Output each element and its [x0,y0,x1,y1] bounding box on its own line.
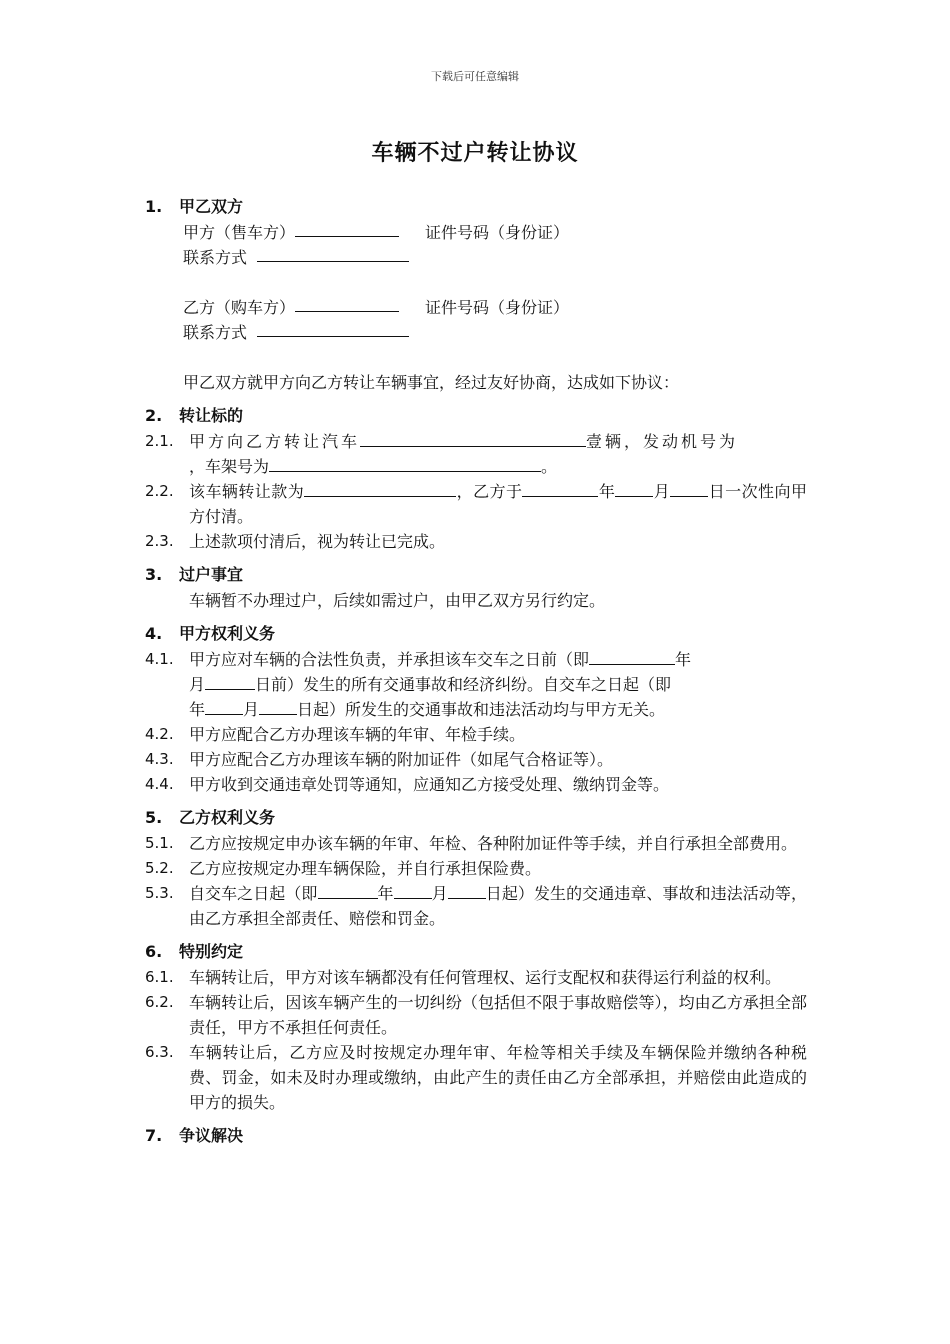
section-number: 5. [145,808,163,827]
section-title: 争议解决 [179,1126,244,1145]
price-blank[interactable] [304,480,456,497]
document-title: 车辆不过户转让协议 [371,141,579,166]
clause-number: 4.2. [145,725,174,743]
start-day-blank[interactable] [259,698,297,715]
clause-number: 5.3. [145,884,174,902]
party-b-label: 乙方（购车方） [183,298,296,317]
section-heading-1 [145,194,807,220]
party-a-contact-blank[interactable] [257,245,409,262]
clause-number: 5.1. [145,834,174,852]
frame-number-blank[interactable] [269,455,541,472]
party-b-contact-blank[interactable] [257,320,409,337]
handover-day-blank[interactable] [205,673,255,690]
section-number: 4. [145,624,163,643]
section-heading-6 [145,939,807,965]
clause-number: 4.4. [145,775,174,793]
start-month-blank[interactable] [205,698,243,715]
party-a-name-blank[interactable] [295,220,399,237]
b-start-month-blank[interactable] [394,882,432,899]
clause-6-3: 6.3. 车辆转让后，乙方应及时按规定办理年审、年检等相关手续及车辆保险并缴纳各种税费、罚金，如未及时办理或缴纳，由此产生的责任由乙方全部承担，并赔偿由此造成的甲方的损失。 [145,1040,807,1115]
clause-number: 4.1. [145,650,174,668]
clause-number: 6.2. [145,993,174,1011]
party-a-block [145,220,807,270]
section-title: 过户事宜 [179,565,244,584]
handover-year-blank[interactable] [589,648,675,665]
clause-5-3: 5.3. 自交车之日起（即 年 月 日起）发生的交通违章、事故和违法活动等，由乙方承担全部责任、赔偿和罚金。 [145,881,807,931]
section-number: 2. [145,406,163,425]
clause-number: 2.3. [145,532,174,550]
section-title: 乙方权利义务 [179,808,276,827]
section-title: 特别约定 [179,942,244,961]
clause-number: 2.1. [145,432,174,450]
clause-number: 5.2. [145,859,174,877]
clause-2-1: 2.1. 甲方向乙方转让汽车 壹辆，发动机号为 ，车架号为 。 [145,429,807,479]
party-b-id-label: 证件号码（身份证） [425,298,570,317]
party-a-label: 甲方（售车方） [183,223,296,242]
party-b-contact-label: 联系方式 [183,323,248,342]
b-start-year-blank[interactable] [318,882,378,899]
year-blank[interactable] [522,480,598,497]
document-body [145,186,807,1149]
car-model-blank[interactable] [360,430,586,447]
section-number: 1. [145,197,163,216]
intro-paragraph: 甲乙双方就甲方向乙方转让车辆事宜，经过友好协商，达成如下协议： [183,373,680,392]
clause-5-2: 5.2. 乙方应按规定办理车辆保险，并自行承担保险费。 [145,856,807,881]
clause-6-2: 6.2. 车辆转让后，因该车辆产生的一切纠纷（包括但不限于事故赔偿等），均由乙方承担全部责任，甲方不承担任何责任。 [145,990,807,1040]
clause-number: 2.2. [145,482,174,500]
clause-number: 4.3. [145,750,174,768]
header-note: 下载后可任意编辑 [431,70,519,83]
party-a-contact-label: 联系方式 [183,248,248,267]
clause-5-1: 5.1. 乙方应按规定申办该车辆的年审、年检、各种附加证件等手续，并自行承担全部费用。 [145,831,807,856]
party-b-block [145,295,807,345]
party-a-id-label: 证件号码（身份证） [425,223,570,242]
clause-number: 6.3. [145,1043,174,1061]
month-blank[interactable] [615,480,653,497]
clause-4-2: 4.2. 甲方应配合乙方办理该车辆的年审、年检手续。 [145,722,807,747]
section-3-text: 车辆暂不办理过户，后续如需过户，由甲乙双方另行约定。 [189,591,606,610]
section-heading-7 [145,1123,807,1149]
clause-number: 6.1. [145,968,174,986]
clause-2-2: 2.2. 该车辆转让款为 ，乙方于 年 月 日一次性向甲方付清。 [145,479,807,529]
b-start-day-blank[interactable] [448,882,486,899]
section-heading-4 [145,621,807,647]
section-heading-5 [145,805,807,831]
section-heading-2 [145,403,807,429]
section-title: 甲方权利义务 [179,624,276,643]
clause-4-1: 4.1. 甲方应对车辆的合法性负责，并承担该车交车之日前（即 年 月 日前）发生的所有交通事故和经济纠纷。自交车之日起（即 年 月 日起）所发生的交通事故和违法活动均与甲方无关。 [145,647,807,722]
section-number: 3. [145,565,163,584]
clause-4-3: 4.3. 甲方应配合乙方办理该车辆的附加证件（如尾气合格证等）。 [145,747,807,772]
section-number: 7. [145,1126,163,1145]
clause-2-3: 2.3. 上述款项付清后，视为转让已完成。 [145,529,807,554]
party-b-name-blank[interactable] [295,295,399,312]
clause-4-4: 4.4. 甲方收到交通违章处罚等通知，应通知乙方接受处理、缴纳罚金等。 [145,772,807,797]
day-blank[interactable] [670,480,708,497]
section-title: 甲乙双方 [179,197,244,216]
section-heading-3 [145,562,807,588]
section-number: 6. [145,942,163,961]
clause-6-1: 6.1. 车辆转让后，甲方对该车辆都没有任何管理权、运行支配权和获得运行利益的权利。 [145,965,807,990]
section-title: 转让标的 [179,406,244,425]
